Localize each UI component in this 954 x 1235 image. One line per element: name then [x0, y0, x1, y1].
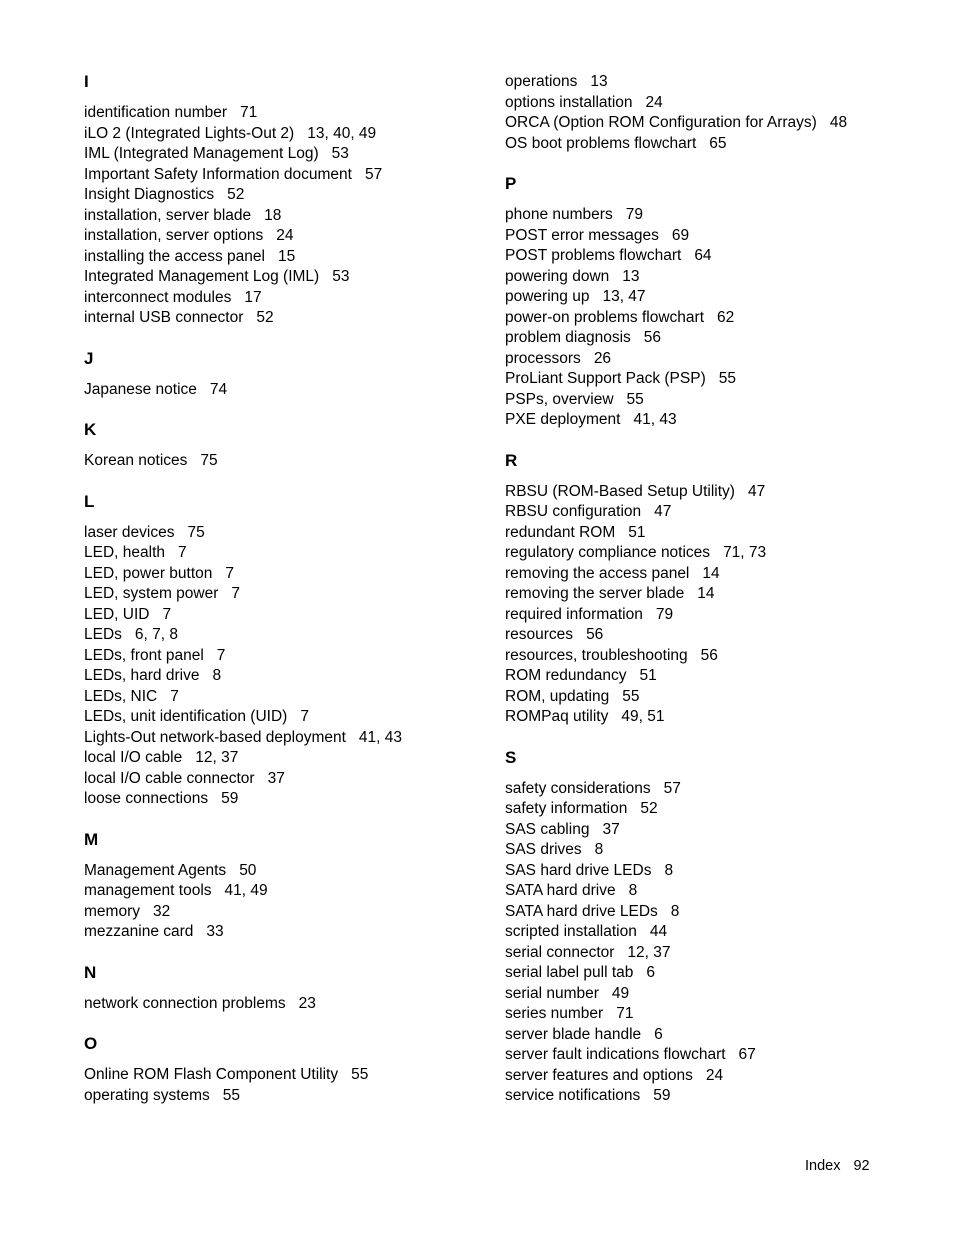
- index-entry: [84, 861, 484, 882]
- index-term: safety considerations: [505, 779, 651, 797]
- index-page-refs: 17: [244, 288, 262, 306]
- index-page-refs: 47: [747, 482, 766, 500]
- index-section: [505, 451, 925, 728]
- index-term: server blade handle: [505, 1025, 642, 1043]
- index-entry: [505, 984, 925, 1005]
- section-spacer: [84, 943, 484, 963]
- index-term: serial connector: [505, 943, 615, 961]
- index-entry: [505, 963, 925, 984]
- index-term: ROM redundancy: [505, 667, 627, 684]
- index-term: iLO 2 (Integrated Lights-Out 2): [84, 124, 295, 142]
- index-entry: [505, 1045, 925, 1066]
- index-page-refs: 55: [351, 1066, 369, 1083]
- index-term: processors: [505, 349, 581, 367]
- index-term: SATA hard drive: [505, 882, 616, 899]
- index-term: Online ROM Flash Component Utility: [84, 1066, 339, 1083]
- index-entry: [505, 605, 925, 626]
- index-page-refs: 51: [639, 667, 657, 684]
- index-entry: [505, 482, 925, 503]
- index-term: server fault indications flowchart: [505, 1046, 726, 1063]
- index-term: Integrated Management Log (IML): [84, 268, 320, 285]
- section-letter: I: [84, 72, 89, 91]
- index-page-refs: 75: [200, 452, 218, 469]
- index-page-refs: 18: [264, 206, 282, 224]
- index-page-refs: 55: [626, 390, 644, 408]
- index-term: powering up: [505, 288, 590, 305]
- index-entry: [505, 113, 925, 134]
- index-entry: [505, 502, 925, 523]
- index-term: Management Agents: [84, 861, 227, 879]
- index-entry: [84, 707, 484, 728]
- index-term: LEDs: [84, 626, 122, 643]
- index-term: Lights-Out network-based deployment: [84, 728, 346, 746]
- index-section: [505, 748, 925, 1107]
- index-page-refs: 55: [718, 370, 736, 387]
- index-term: resources: [505, 626, 574, 643]
- index-term: OS boot problems flowchart: [505, 134, 697, 152]
- index-page-refs: 32: [152, 902, 171, 920]
- index-term: powering down: [505, 267, 610, 285]
- index-page-refs: 13: [622, 267, 640, 285]
- index-page-refs: 75: [187, 523, 205, 541]
- index-term: ProLiant Support Pack (PSP): [505, 370, 706, 387]
- index-page-refs: 37: [602, 820, 620, 838]
- index-entry: [505, 287, 925, 308]
- index-page-refs: 56: [586, 626, 604, 643]
- index-entry: [505, 543, 925, 564]
- index-page-refs: 65: [709, 134, 727, 152]
- index-page-refs: 53: [332, 268, 350, 285]
- index-term: LED, health: [84, 544, 165, 561]
- index-term: PSPs, overview: [505, 390, 614, 408]
- index-entry: [84, 922, 484, 943]
- index-section: [84, 830, 484, 943]
- index-term: problem diagnosis: [505, 329, 631, 346]
- index-term: ORCA (Option ROM Configuration for Arrays): [505, 114, 817, 131]
- index-page-refs: 6: [654, 1025, 663, 1043]
- index-entry: [84, 748, 484, 769]
- index-page-refs: 57: [364, 165, 383, 183]
- section-letter: L: [84, 491, 95, 511]
- index-entry: [84, 247, 484, 268]
- section-letter: S: [505, 747, 517, 767]
- index-entry: [84, 523, 484, 544]
- index-term: Insight Diagnostics: [84, 186, 215, 203]
- index-page-refs: 67: [738, 1046, 756, 1063]
- index-entry: [84, 308, 484, 329]
- index-page-refs: 74: [209, 380, 228, 398]
- index-page-refs: 7: [225, 564, 235, 582]
- index-term: regulatory compliance notices: [505, 544, 711, 561]
- index-entry: [84, 124, 484, 145]
- index-entry: [84, 728, 484, 749]
- index-section: [84, 420, 484, 472]
- index-page-refs: 7: [162, 605, 172, 623]
- index-entry: [84, 185, 484, 206]
- index-term: power-on problems flowchart: [505, 308, 705, 326]
- index-term: ROM, updating: [505, 687, 610, 705]
- index-page-refs: 24: [705, 1066, 724, 1084]
- index-entry: [505, 861, 925, 882]
- index-entry: [505, 943, 925, 964]
- index-term: internal USB connector: [84, 309, 244, 326]
- page-number: 92: [853, 1158, 870, 1174]
- section-spacer: [84, 472, 484, 492]
- index-section: [84, 72, 484, 329]
- index-entry: [84, 451, 484, 472]
- index-entry: [84, 902, 484, 923]
- index-page-refs: 69: [671, 226, 690, 244]
- index-term: SAS cabling: [505, 820, 590, 838]
- index-page-refs: 57: [663, 779, 681, 797]
- index-term: resources, troubleshooting: [505, 646, 688, 664]
- index-entry: [84, 543, 484, 564]
- index-section: [84, 963, 484, 1015]
- index-page-refs: 44: [649, 923, 668, 940]
- index-page-refs: 52: [640, 800, 658, 817]
- page-footer: [805, 1158, 870, 1174]
- index-term: identification number: [84, 104, 228, 121]
- index-term: operations: [505, 73, 578, 90]
- section-letter: P: [505, 174, 517, 193]
- index-term: SAS hard drive LEDs: [505, 861, 652, 879]
- index-term: options installation: [505, 93, 633, 111]
- index-page-refs: 55: [622, 687, 640, 705]
- index-page-refs: 71: [616, 1005, 634, 1022]
- index-entry: [84, 994, 484, 1015]
- index-entry: [84, 769, 484, 790]
- index-page-refs: 62: [717, 308, 735, 326]
- index-page-refs: 24: [276, 227, 294, 244]
- section-spacer: [505, 728, 925, 748]
- index-entry: [505, 1066, 925, 1087]
- index-entry: [505, 390, 925, 411]
- index-term: LED, power button: [84, 564, 213, 582]
- index-entry: [84, 267, 484, 288]
- index-entry: [505, 625, 925, 646]
- index-page-refs: 26: [593, 349, 612, 367]
- index-term: serial number: [505, 984, 599, 1002]
- index-term: phone numbers: [505, 206, 613, 223]
- index-page-refs: 55: [222, 1086, 241, 1104]
- index-term: series number: [505, 1005, 604, 1022]
- index-term: required information: [505, 605, 643, 623]
- index-entry: [505, 902, 925, 923]
- index-term: safety information: [505, 800, 628, 817]
- section-letter: J: [84, 348, 94, 368]
- index-entry: [505, 308, 925, 329]
- index-entry: [505, 564, 925, 585]
- index-page-refs: 13, 47: [602, 288, 646, 305]
- index-term: memory: [84, 902, 140, 920]
- index-column-right: [505, 72, 925, 1107]
- index-entry: [505, 779, 925, 800]
- index-page-refs: 52: [227, 186, 245, 203]
- index-term: SAS drives: [505, 841, 582, 858]
- index-entry: [84, 1086, 484, 1107]
- index-page-refs: 14: [702, 564, 720, 582]
- index-page-refs: 53: [331, 145, 349, 162]
- index-term: ROMPaq utility: [505, 708, 609, 725]
- index-page-refs: 12, 37: [627, 943, 671, 961]
- index-entry: [84, 144, 484, 165]
- index-page-refs: 6, 7, 8: [134, 626, 178, 643]
- index-entry: [505, 226, 925, 247]
- section-letter: O: [84, 1034, 98, 1053]
- index-entry: [505, 349, 925, 370]
- index-term: redundant ROM: [505, 523, 616, 541]
- index-term: scripted installation: [505, 923, 637, 940]
- index-entry: [505, 799, 925, 820]
- index-term: Important Safety Information document: [84, 165, 352, 183]
- index-page-refs: 59: [653, 1087, 671, 1104]
- index-page-refs: 37: [267, 769, 285, 787]
- index-page-refs: 79: [625, 206, 643, 223]
- index-page-refs: 7: [231, 585, 241, 602]
- index-page-refs: 50: [239, 861, 257, 879]
- index-page-refs: 64: [694, 247, 712, 264]
- index-page-refs: 14: [697, 585, 715, 602]
- index-page-refs: 7: [300, 708, 309, 725]
- index-entry: [84, 646, 484, 667]
- index-term: POST error messages: [505, 226, 659, 244]
- index-entry: [505, 1004, 925, 1025]
- index-entry: [505, 922, 925, 943]
- index-term: loose connections: [84, 790, 209, 807]
- index-term: LED, system power: [84, 585, 219, 602]
- index-entry: [505, 881, 925, 902]
- index-page-refs: 52: [256, 309, 274, 326]
- index-page-refs: 7: [170, 687, 179, 705]
- index-term: POST problems flowchart: [505, 247, 682, 264]
- index-entry: [84, 103, 484, 124]
- index-section: [84, 349, 484, 401]
- index-entry: [84, 288, 484, 309]
- index-term: LED, UID: [84, 605, 150, 623]
- index-term: mezzanine card: [84, 923, 194, 940]
- index-term: local I/O cable: [84, 749, 183, 766]
- index-section: [84, 492, 484, 810]
- index-page-refs: 71, 73: [723, 544, 767, 561]
- index-page-refs: 47: [654, 503, 672, 520]
- index-page-refs: 8: [628, 882, 638, 899]
- index-page-refs: 7: [178, 544, 187, 561]
- index-page-refs: 7: [216, 646, 226, 664]
- index-entry: [84, 564, 484, 585]
- index-term: management tools: [84, 882, 212, 899]
- index-page-refs: 12, 37: [195, 749, 239, 766]
- index-term: RBSU configuration: [505, 503, 642, 520]
- index-entry: [84, 605, 484, 626]
- section-spacer: [84, 1014, 484, 1034]
- index-term: LEDs, front panel: [84, 646, 204, 664]
- index-entry: [84, 789, 484, 810]
- index-entry: [505, 687, 925, 708]
- index-page-refs: 71: [240, 104, 258, 121]
- index-entry: [505, 584, 925, 605]
- footer-label: Index: [805, 1158, 841, 1174]
- index-term: Korean notices: [84, 452, 188, 469]
- index-entry: [84, 687, 484, 708]
- index-page-refs: 49, 51: [621, 708, 665, 725]
- index-entry: [505, 707, 925, 728]
- index-page-refs: 41, 43: [633, 411, 677, 428]
- index-entry: [505, 72, 925, 93]
- index-entry: [84, 584, 484, 605]
- index-entry: [84, 666, 484, 687]
- index-entry: [84, 625, 484, 646]
- section-spacer: [505, 154, 925, 174]
- section-letter: M: [84, 829, 99, 849]
- index-page-refs: 41, 43: [358, 728, 403, 746]
- index-page-refs: 49: [611, 984, 630, 1002]
- index-entry: [505, 205, 925, 226]
- index-page-refs: 79: [655, 605, 674, 623]
- section-letter: R: [505, 450, 518, 470]
- index-entry: [505, 369, 925, 390]
- index-entry: [505, 1086, 925, 1107]
- index-term: laser devices: [84, 523, 175, 541]
- index-term: LEDs, unit identification (UID): [84, 708, 288, 725]
- index-entry: [84, 206, 484, 227]
- index-term: serial label pull tab: [505, 964, 634, 981]
- index-term: installation, server blade: [84, 206, 252, 224]
- index-page-refs: 24: [645, 93, 663, 111]
- section-spacer: [84, 400, 484, 420]
- section-letter: N: [84, 962, 97, 982]
- index-column-left: [84, 72, 484, 1106]
- section-spacer: [84, 810, 484, 830]
- index-entry: [505, 523, 925, 544]
- index-entry: [84, 881, 484, 902]
- index-entry: [505, 134, 925, 155]
- index-term: SATA hard drive LEDs: [505, 902, 658, 920]
- section-spacer: [84, 329, 484, 349]
- index-entry: [505, 267, 925, 288]
- index-term: LEDs, NIC: [84, 687, 158, 705]
- index-entry: [505, 410, 925, 431]
- index-page-refs: 8: [594, 841, 604, 858]
- index-page-refs: 56: [700, 646, 718, 664]
- index-term: PXE deployment: [505, 411, 621, 428]
- index-entry: [505, 666, 925, 687]
- index-term: service notifications: [505, 1087, 641, 1104]
- index-page-refs: 23: [298, 994, 316, 1012]
- index-page-refs: 8: [212, 667, 222, 684]
- index-page-refs: 8: [664, 861, 674, 879]
- index-term: removing the access panel: [505, 564, 690, 582]
- index-term: local I/O cable connector: [84, 769, 255, 787]
- index-term: removing the server blade: [505, 585, 685, 602]
- index-entry: [505, 1025, 925, 1046]
- index-page-refs: 8: [670, 902, 680, 920]
- index-entry: [84, 380, 484, 401]
- index-page-refs: 59: [221, 790, 239, 807]
- index-page-refs: 56: [643, 329, 662, 346]
- section-spacer: [505, 431, 925, 451]
- index-page-refs: 15: [277, 247, 296, 265]
- index-entry: [84, 165, 484, 186]
- index-entry: [505, 820, 925, 841]
- index-entry: [505, 93, 925, 114]
- index-section: [84, 1034, 484, 1106]
- index-entry: [505, 646, 925, 667]
- index-entry: [505, 840, 925, 861]
- index-page-refs: 48: [829, 114, 848, 131]
- continued-entries: [505, 72, 925, 154]
- section-letter: K: [84, 420, 97, 439]
- index-section: [505, 174, 925, 431]
- index-entry: [505, 246, 925, 267]
- index-term: interconnect modules: [84, 288, 232, 306]
- index-term: network connection problems: [84, 994, 286, 1012]
- index-term: installation, server options: [84, 227, 264, 244]
- index-term: operating systems: [84, 1086, 210, 1104]
- index-entry: [84, 1065, 484, 1086]
- index-page-refs: 33: [206, 923, 224, 940]
- index-term: RBSU (ROM-Based Setup Utility): [505, 482, 735, 500]
- index-page-refs: 51: [628, 523, 646, 541]
- index-term: LEDs, hard drive: [84, 667, 200, 684]
- index-page-refs: 13: [590, 73, 608, 90]
- index-term: installing the access panel: [84, 247, 265, 265]
- index-term: server features and options: [505, 1066, 693, 1084]
- index-page-refs: 41, 49: [224, 882, 268, 899]
- index-term: Japanese notice: [84, 380, 197, 398]
- index-entry: [505, 328, 925, 349]
- index-term: IML (Integrated Management Log): [84, 145, 319, 162]
- index-entry: [84, 226, 484, 247]
- index-page-refs: 13, 40, 49: [307, 124, 377, 142]
- index-page-refs: 6: [646, 964, 656, 981]
